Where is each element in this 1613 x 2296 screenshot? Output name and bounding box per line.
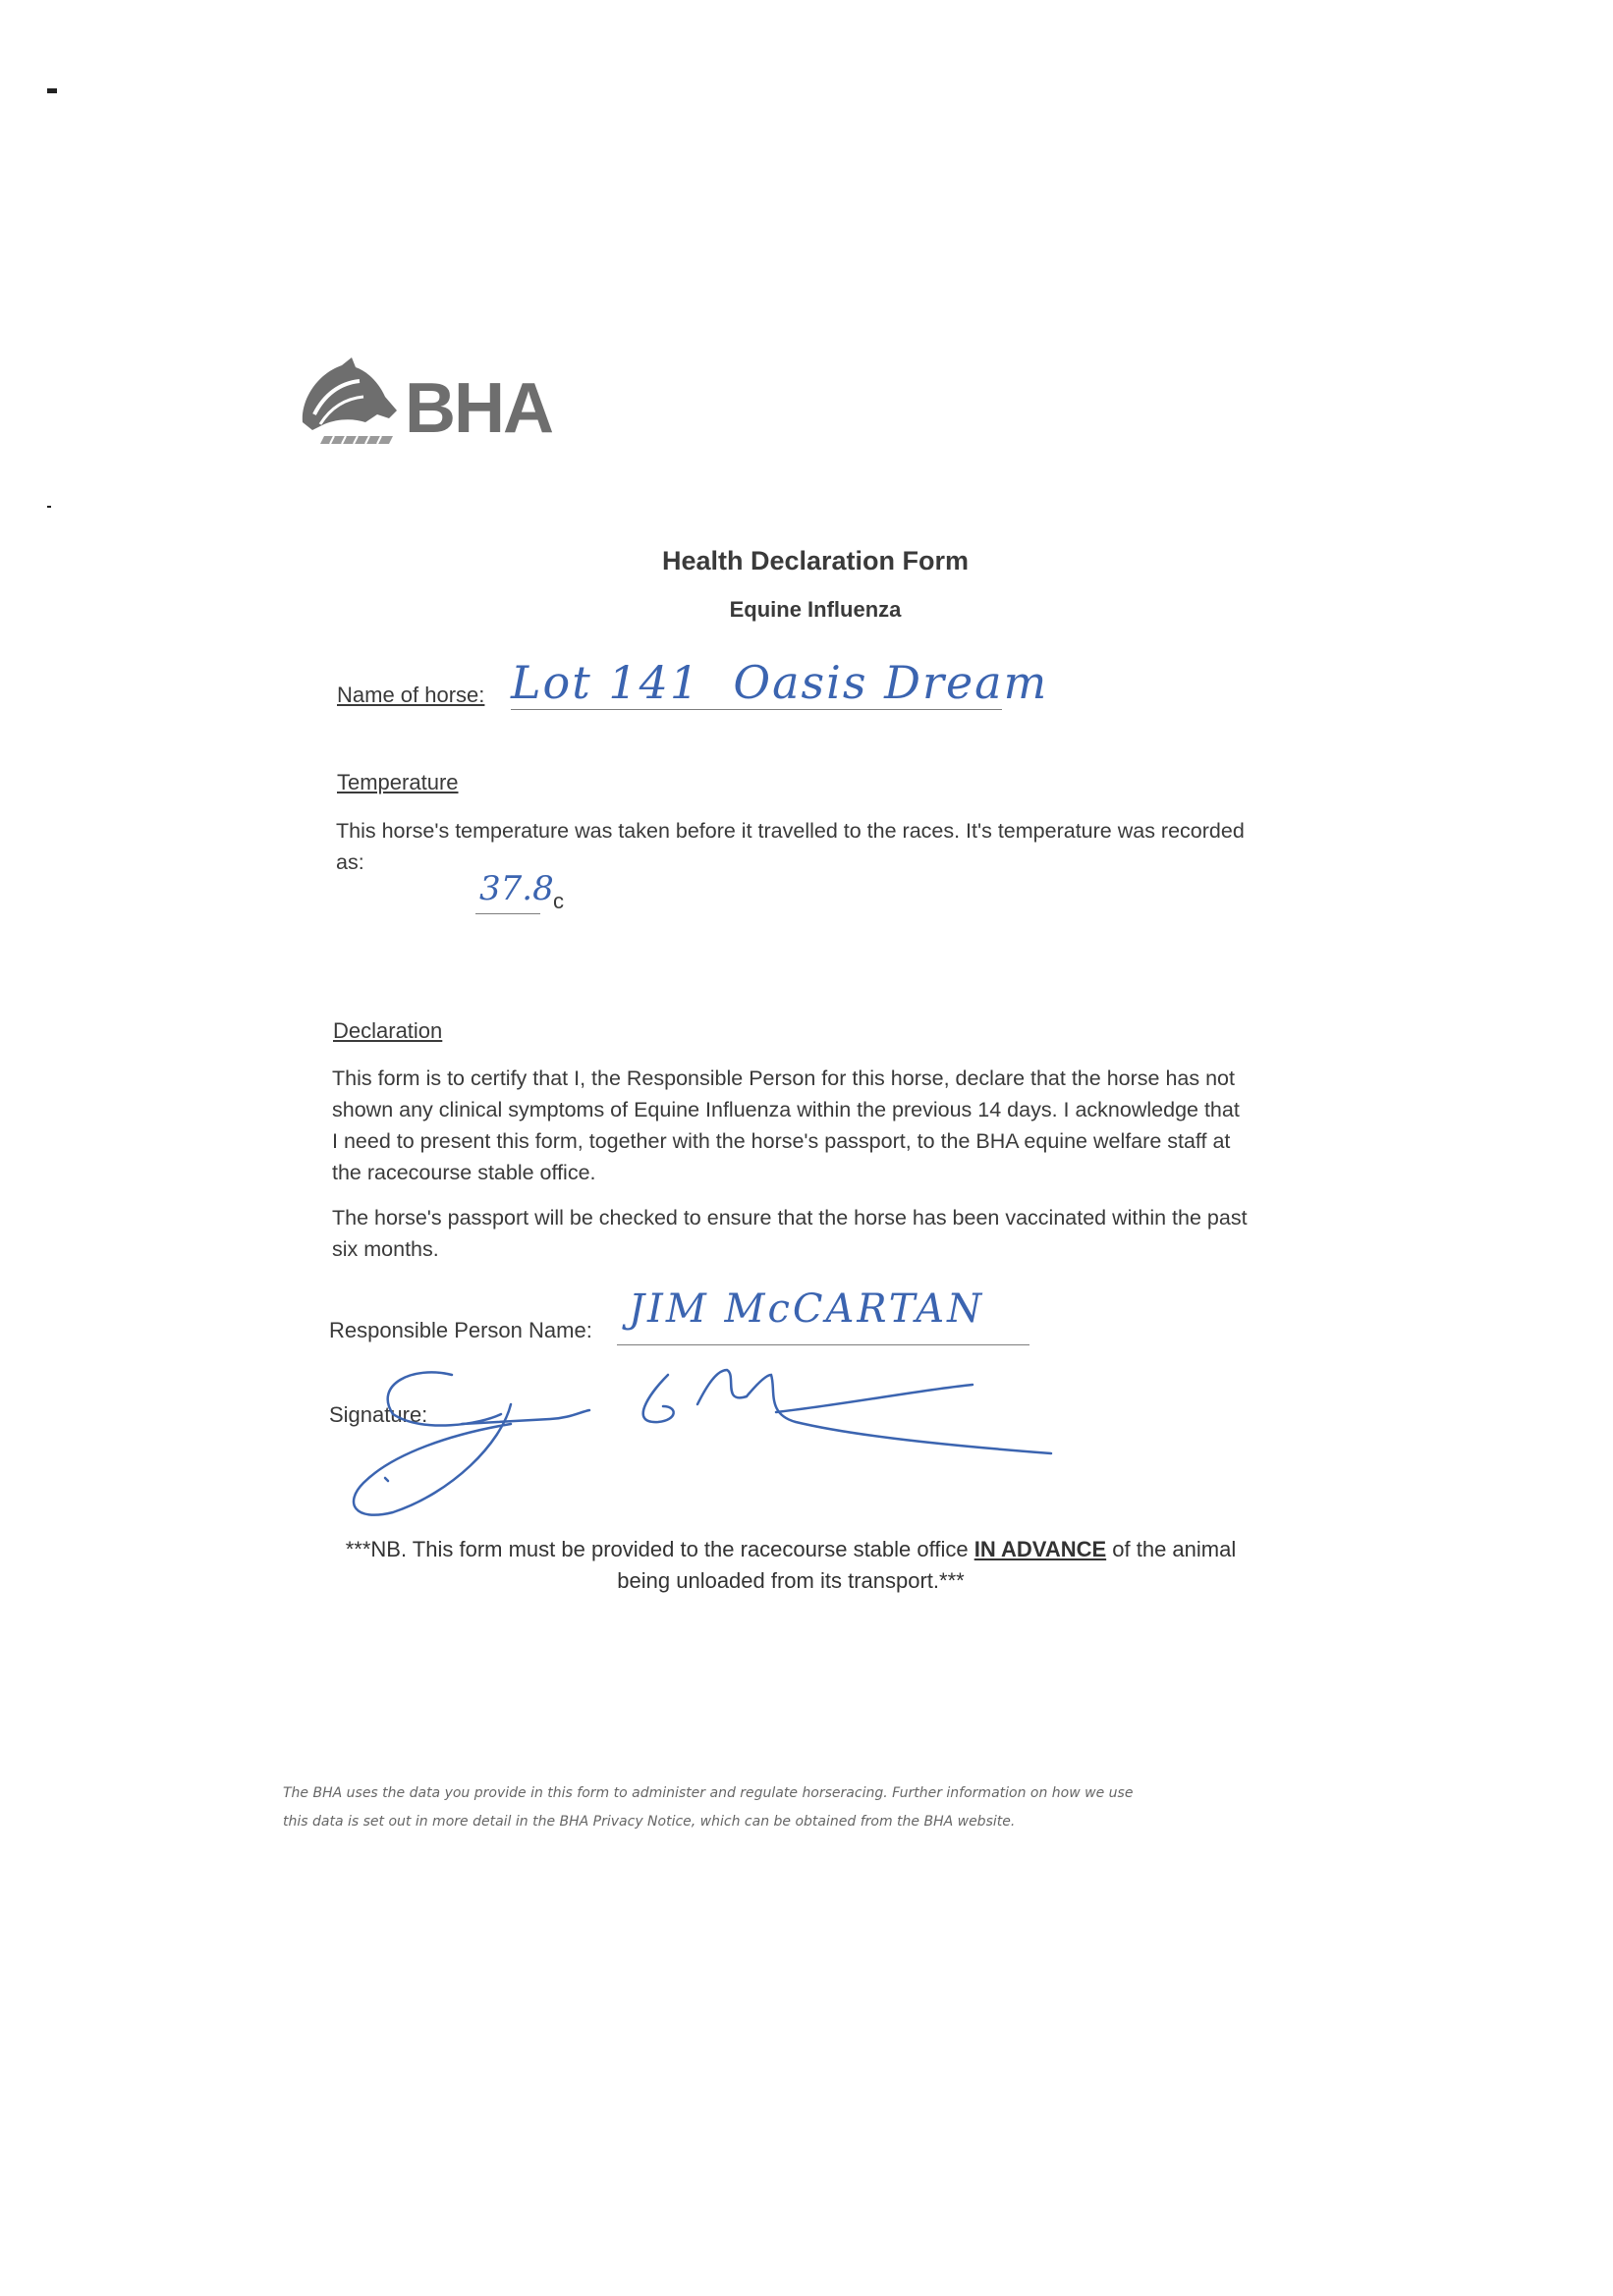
scan-mark [47,88,57,93]
responsible-person-value[interactable]: JIM McCARTAN [629,1286,985,1332]
horse-name-line [511,709,1002,710]
horse-name-value[interactable]: Lot 141 Oasis Dream [511,656,1049,709]
notice-suffix: of the animal being unloaded from its transport.*** [617,1537,1237,1593]
temperature-text: This horse's temperature was taken before it travelled to the races. It's temperature was recorded as: [336,819,1245,874]
signature-label: Signature: [329,1402,428,1427]
temperature-value[interactable]: 37.8 [479,869,554,908]
advance-notice [324,1534,1257,1597]
horse-head-icon [295,354,403,452]
privacy-line-1: The BHA uses the data you provide in this form to administer and regulate horseracing. Further information on how we use [283,1785,1134,1801]
form-title: Health Declaration Form [661,546,970,575]
temperature-line [475,913,540,914]
notice-prefix: ***NB. This form must be provided to the racecourse stable office [345,1537,969,1561]
horse-name-label: Name of horse: [337,683,485,707]
scan-mark [47,506,51,508]
declaration-paragraph-1: This form is to certify that I, the Responsible Person for this horse, declare that the horse has not shown any clinical symptoms of Equine Influenza within the previous 14 days. I acknowledge that I need to present this form, together with the horse's passport, to the BHA equine welfare staff at the racecourse stable office. [332,1066,1240,1184]
form-subtitle: Equine Influenza [729,597,902,622]
temperature-unit: c [553,889,564,913]
declaration-heading: Declaration [333,1018,443,1043]
declaration-paragraph-2: The horse's passport will be checked to ensure that the horse has been vaccinated within the past six months. [332,1206,1248,1261]
privacy-notice [283,1779,1265,1836]
notice-emphasis: IN ADVANCE [973,1537,1107,1561]
bha-logo [295,354,589,462]
temperature-heading: Temperature [337,770,459,794]
privacy-line-2: this data is set out in more detail in the BHA Privacy Notice, which can be obtained from the BHA website. [283,1814,1016,1830]
signature-drawing[interactable] [334,1345,1081,1532]
responsible-person-label: Responsible Person Name: [329,1318,592,1342]
logo-wordmark: BHA [405,369,552,448]
